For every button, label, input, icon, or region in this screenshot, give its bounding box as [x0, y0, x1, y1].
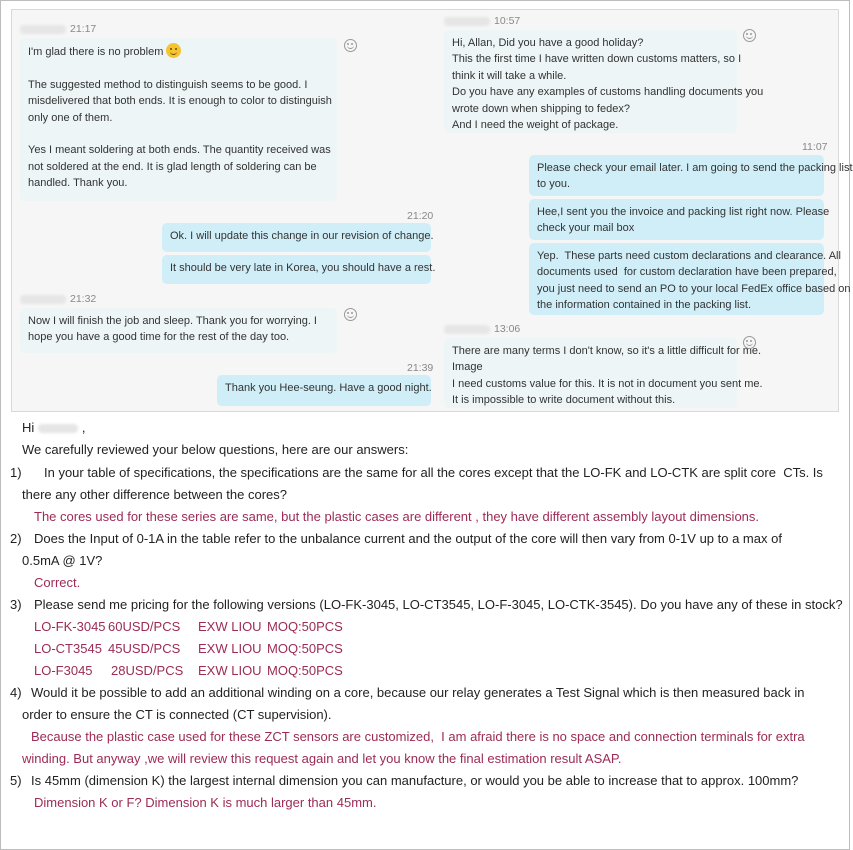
reaction-smiley-icon[interactable]: [344, 39, 357, 52]
price-model: LO-FK-3045: [34, 619, 106, 634]
redacted-name: [38, 424, 78, 433]
price-moq: MOQ:50PCS: [267, 619, 343, 634]
question-text: Does the Input of 0-1A in the table refer to the unbalance current and the output of the core will then vary from 0-1V up to a max of: [34, 531, 782, 546]
message-line: [28, 60, 329, 76]
incoming-message[interactable]: [20, 38, 337, 201]
message-line: documents used for custom declaration have been prepared,: [537, 266, 837, 279]
message-time: 13:06: [494, 323, 521, 335]
message-line: wrote down when shipping to fedex?: [452, 102, 630, 115]
message-line: the information contained in the packing list.: [537, 299, 752, 312]
greeting: [22, 417, 86, 439]
question-text: Please send me pricing for the following versions (LO-FK-3045, LO-CT3545, LO-F-3045, LO-CTK-3545). Do you have any of these in stock?: [34, 597, 843, 612]
redacted-sender-name: [444, 325, 490, 334]
message-line: It is impossible to write document without this.: [452, 394, 676, 407]
price-moq: MOQ:50PCS: [267, 641, 343, 656]
question-text: 0.5mA @ 1V?: [22, 553, 103, 568]
price-term: EXW LIOU: [198, 619, 262, 634]
question-number: 1): [10, 465, 22, 480]
greeting-word: Hi: [22, 420, 35, 435]
price-moq: MOQ:50PCS: [267, 663, 343, 678]
answer-text: Dimension K or F? Dimension K is much larger than 45mm.: [34, 795, 377, 810]
sender-header: [444, 15, 520, 27]
reaction-smiley-icon[interactable]: [344, 308, 357, 321]
message-line: not soldered at the end. It is glad length of soldering can be: [28, 160, 317, 173]
message-line: There are many terms I don't know, so it's a little difficult for me.: [452, 345, 762, 357]
message-line: think it will take a while.: [452, 69, 567, 82]
message-time: 10:57: [494, 15, 521, 27]
question-number: 4): [10, 685, 22, 700]
intro-text: We carefully reviewed your below questions, here are our answers:: [22, 442, 409, 457]
sender-header: [20, 23, 96, 35]
message-line: Do you have any examples of customs handling documents you: [452, 86, 764, 99]
message-line: Yes I meant soldering at both ends. The quantity received was: [28, 144, 331, 157]
message-line: I'm glad there is no problem: [28, 46, 164, 58]
message-line: Thank you Hee-seung. Have a good night.: [225, 382, 432, 394]
incoming-message[interactable]: [444, 338, 763, 408]
message-line: Image: [452, 361, 483, 374]
message-line: only one of them.: [28, 111, 113, 124]
message-line: Hi, Allan, Did you have a good holiday?: [452, 37, 644, 49]
incoming-message[interactable]: [444, 30, 764, 133]
price-term: EXW LIOU: [198, 663, 262, 678]
price-value: 60USD/PCS: [108, 619, 181, 634]
chat-window: [11, 9, 853, 412]
answer-text: The cores used for these series are same, but the plastic cases are different , they have different assembly layout dimensions.: [34, 509, 760, 524]
message-line: to you.: [537, 178, 571, 191]
answer-text: Correct.: [34, 575, 81, 590]
price-model: LO-CT3545: [34, 641, 102, 656]
message-line: The suggested method to distinguish seems to be good. I: [28, 78, 308, 91]
incoming-message[interactable]: [20, 308, 337, 353]
message-time: 21:39: [407, 362, 434, 374]
message-line: hope you have a good time for the rest of the day too.: [28, 331, 290, 344]
message-line: It should be very late in Korea, you should have a rest.: [170, 262, 436, 274]
question-text: In your table of specifications, the specifications are the same for all the cores except that the LO-FK and LO-CTK are split core CTs. Is: [44, 465, 823, 480]
question-text: Would it be possible to add an additional winding on a core, because our relay generates a Test Signal which is then measured back in: [31, 685, 805, 700]
message-time: 21:17: [70, 23, 97, 35]
message-time: 21:20: [407, 210, 434, 222]
message-line: Hee,I sent you the invoice and packing list right now. Please: [537, 206, 830, 218]
message-line: I need customs value for this. It is not in document you sent me.: [452, 377, 763, 390]
message-line: Please check your email later. I am going to send the packing list: [537, 162, 853, 174]
message-line: Yep. These parts need custom declarations and clearance. All: [537, 250, 841, 262]
question-text: order to ensure the CT is connected (CT supervision).: [22, 707, 332, 722]
question-number: 3): [10, 597, 22, 612]
smiley-emoji-icon: [166, 43, 181, 58]
outgoing-message[interactable]: [529, 199, 830, 240]
message-time: 11:07: [802, 141, 828, 153]
question-number: 5): [10, 773, 22, 788]
sender-header: [20, 293, 96, 305]
message-line: This the first time I have written down customs matters, so I: [452, 53, 742, 66]
outgoing-message[interactable]: [162, 255, 436, 284]
price-term: EXW LIOU: [198, 641, 262, 656]
message-line: And I need the weight of package.: [452, 119, 619, 132]
outgoing-message[interactable]: [529, 243, 851, 315]
redacted-sender-name: [20, 295, 66, 304]
redacted-sender-name: [444, 17, 490, 26]
message-line: Now I will finish the job and sleep. Thank you for worrying. I: [28, 315, 317, 327]
message-line: handled. Thank you.: [28, 177, 128, 190]
outgoing-message[interactable]: [529, 155, 853, 196]
reaction-smiley-icon[interactable]: [743, 29, 756, 42]
answer-text: winding. But anyway ,we will review this request again and let you know the final estimation result ASAP.: [22, 751, 622, 766]
sender-header: [444, 323, 520, 335]
question-text: Is 45mm (dimension K) the largest internal dimension you can manufacture, or would you be able to increase that to approx. 100mm?: [31, 773, 799, 788]
price-value: 45USD/PCS: [108, 641, 181, 656]
question-text: there any other difference between the cores?: [22, 487, 287, 502]
message-line: check your mail box: [537, 222, 635, 235]
message-line: you just need to send an PO to your local FedEx office based on: [537, 282, 851, 295]
price-value: 28USD/PCS: [111, 663, 184, 678]
price-model: LO-F3045: [34, 663, 93, 678]
question-number: 2): [10, 531, 22, 546]
message-line: Ok. I will update this change in our revision of change.: [170, 230, 434, 242]
redacted-sender-name: [20, 25, 66, 34]
outgoing-message[interactable]: [217, 375, 431, 406]
answer-text: Because the plastic case used for these ZCT sensors are customized, I am afraid there is no space and connection terminals for extra: [31, 729, 805, 744]
message-time: 21:32: [70, 293, 97, 305]
outgoing-message[interactable]: [162, 223, 434, 252]
message-line: misdelivered that both ends. It is enough to color to distinguish: [28, 95, 332, 108]
greeting-punctuation: ,: [81, 420, 86, 435]
message-line: [28, 126, 329, 142]
reaction-smiley-icon[interactable]: [743, 336, 756, 349]
